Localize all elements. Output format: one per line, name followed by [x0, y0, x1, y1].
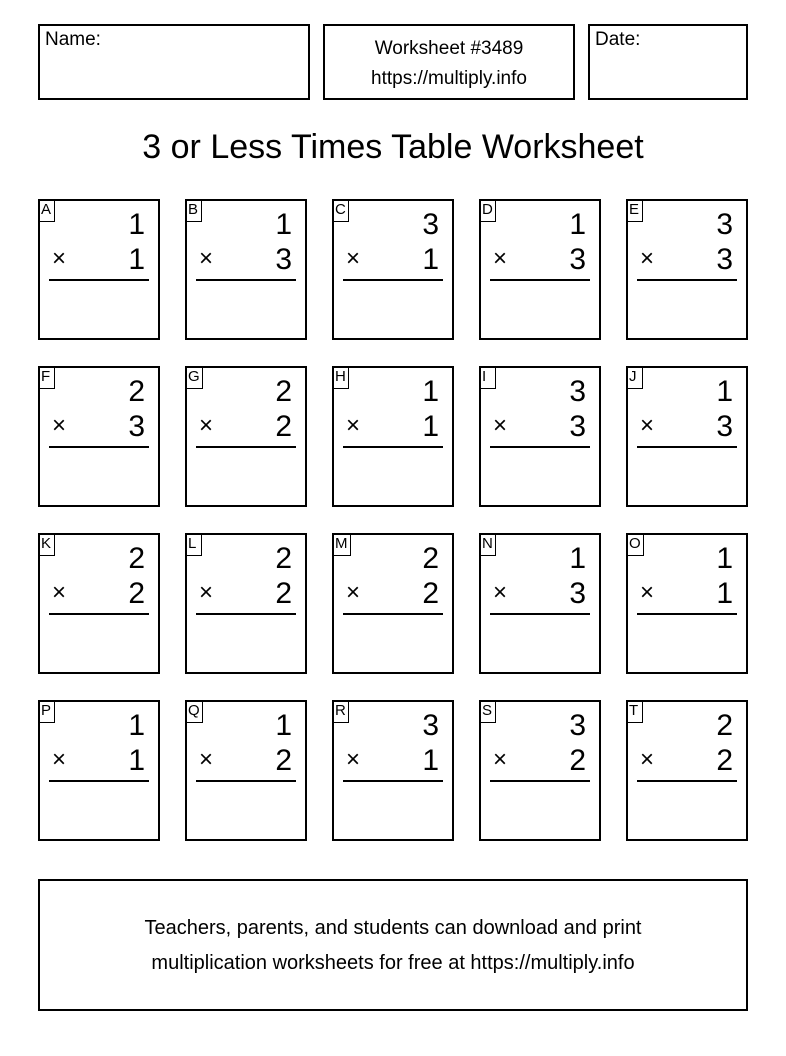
problem-card[interactable]	[626, 366, 748, 507]
times-sign: ×	[346, 412, 361, 439]
multiplier: 3	[569, 243, 586, 276]
problem-card[interactable]	[626, 700, 748, 841]
multiplicand: 1	[716, 542, 733, 575]
answer-line	[49, 279, 149, 281]
times-sign: ×	[52, 579, 67, 606]
answer-line	[196, 780, 296, 782]
multiplicand: 1	[275, 709, 292, 742]
times-sign: ×	[493, 579, 508, 606]
problem-letter: B	[185, 199, 202, 222]
times-sign: ×	[640, 412, 655, 439]
multiplier: 3	[716, 243, 733, 276]
multiplier: 1	[128, 744, 145, 777]
answer-line	[637, 780, 737, 782]
problem-card[interactable]	[332, 199, 454, 340]
problem-letter: G	[185, 366, 203, 389]
answer-line	[490, 613, 590, 615]
problem-card[interactable]	[38, 199, 160, 340]
multiplicand: 1	[569, 208, 586, 241]
multiplicand: 2	[716, 709, 733, 742]
multiplier: 3	[716, 410, 733, 443]
problem-letter: N	[479, 533, 496, 556]
problem-letter: Q	[185, 700, 203, 723]
problem-letter: A	[38, 199, 55, 222]
answer-line	[637, 613, 737, 615]
times-sign: ×	[199, 746, 214, 773]
problem-letter: L	[185, 533, 202, 556]
problem-card[interactable]	[38, 366, 160, 507]
times-sign: ×	[346, 245, 361, 272]
problem-card[interactable]	[332, 366, 454, 507]
multiplicand: 3	[422, 709, 439, 742]
problem-letter: M	[332, 533, 351, 556]
footer-line-2: multiplication worksheets for free at https://multiply.info	[151, 952, 635, 974]
times-sign: ×	[52, 746, 67, 773]
multiplier: 2	[275, 410, 292, 443]
answer-line	[343, 780, 443, 782]
problem-letter: S	[479, 700, 496, 723]
problem-letter: C	[332, 199, 349, 222]
times-sign: ×	[493, 245, 508, 272]
problem-letter: I	[479, 366, 496, 389]
multiplicand: 1	[716, 375, 733, 408]
times-sign: ×	[640, 746, 655, 773]
problem-letter: R	[332, 700, 349, 723]
name-field-box[interactable]	[38, 24, 310, 100]
problem-letter: E	[626, 199, 643, 222]
problem-letter: K	[38, 533, 55, 556]
multiplier: 3	[569, 577, 586, 610]
multiplier: 1	[422, 410, 439, 443]
problem-card[interactable]	[479, 366, 601, 507]
multiplicand: 3	[569, 375, 586, 408]
multiplicand: 1	[128, 709, 145, 742]
multiplicand: 3	[716, 208, 733, 241]
worksheet-url: https://multiply.info	[371, 68, 527, 89]
multiplicand: 2	[275, 375, 292, 408]
multiplier: 2	[716, 744, 733, 777]
multiplicand: 1	[569, 542, 586, 575]
answer-line	[343, 446, 443, 448]
problem-card[interactable]	[38, 533, 160, 674]
times-sign: ×	[199, 412, 214, 439]
multiplier: 1	[422, 243, 439, 276]
problem-card[interactable]	[185, 533, 307, 674]
worksheet-number: Worksheet #3489	[374, 38, 524, 59]
problem-card[interactable]	[479, 199, 601, 340]
times-sign: ×	[346, 746, 361, 773]
multiplier: 1	[422, 744, 439, 777]
times-sign: ×	[52, 412, 67, 439]
footer-line-1: Teachers, parents, and students can download and print	[144, 917, 642, 939]
problem-card[interactable]	[626, 199, 748, 340]
name-label: Name:	[45, 29, 101, 50]
answer-line	[490, 446, 590, 448]
problem-card[interactable]	[185, 199, 307, 340]
date-label: Date:	[595, 29, 641, 50]
multiplier: 2	[422, 577, 439, 610]
multiplicand: 1	[128, 208, 145, 241]
multiplicand: 3	[422, 208, 439, 241]
multiplicand: 2	[422, 542, 439, 575]
times-sign: ×	[640, 245, 655, 272]
problem-card[interactable]	[332, 533, 454, 674]
multiplicand: 3	[569, 709, 586, 742]
answer-line	[637, 446, 737, 448]
answer-line	[343, 279, 443, 281]
answer-line	[196, 279, 296, 281]
multiplier: 2	[275, 577, 292, 610]
times-sign: ×	[640, 579, 655, 606]
answer-line	[490, 279, 590, 281]
problem-letter: O	[626, 533, 644, 556]
multiplicand: 2	[275, 542, 292, 575]
times-sign: ×	[52, 245, 67, 272]
multiplicand: 1	[422, 375, 439, 408]
multiplier: 1	[716, 577, 733, 610]
answer-line	[490, 780, 590, 782]
answer-line	[49, 446, 149, 448]
multiplier: 1	[128, 243, 145, 276]
answer-line	[343, 613, 443, 615]
times-sign: ×	[493, 412, 508, 439]
page-title: 3 or Less Times Table Worksheet	[142, 128, 644, 166]
problem-letter: P	[38, 700, 55, 723]
multiplier: 3	[275, 243, 292, 276]
problem-letter: J	[626, 366, 643, 389]
multiplicand: 2	[128, 375, 145, 408]
footer-box	[38, 879, 748, 1011]
problem-letter: H	[332, 366, 349, 389]
multiplier: 2	[128, 577, 145, 610]
multiplier: 2	[275, 744, 292, 777]
multiplier: 3	[569, 410, 586, 443]
times-sign: ×	[346, 579, 361, 606]
multiplier: 2	[569, 744, 586, 777]
problem-card[interactable]	[185, 700, 307, 841]
multiplicand: 2	[128, 542, 145, 575]
answer-line	[49, 780, 149, 782]
answer-line	[196, 613, 296, 615]
multiplicand: 1	[275, 208, 292, 241]
problem-card[interactable]	[479, 533, 601, 674]
worksheet-info-box	[323, 24, 575, 100]
problem-letter: F	[38, 366, 55, 389]
multiplier: 3	[128, 410, 145, 443]
problem-card[interactable]	[626, 533, 748, 674]
answer-line	[637, 279, 737, 281]
times-sign: ×	[199, 245, 214, 272]
problem-card[interactable]	[38, 700, 160, 841]
problem-letter: T	[626, 700, 643, 723]
problem-card[interactable]	[332, 700, 454, 841]
times-sign: ×	[493, 746, 508, 773]
times-sign: ×	[199, 579, 214, 606]
problem-card[interactable]	[479, 700, 601, 841]
problem-card[interactable]	[185, 366, 307, 507]
answer-line	[49, 613, 149, 615]
problem-letter: D	[479, 199, 496, 222]
answer-line	[196, 446, 296, 448]
date-field-box[interactable]	[588, 24, 748, 100]
